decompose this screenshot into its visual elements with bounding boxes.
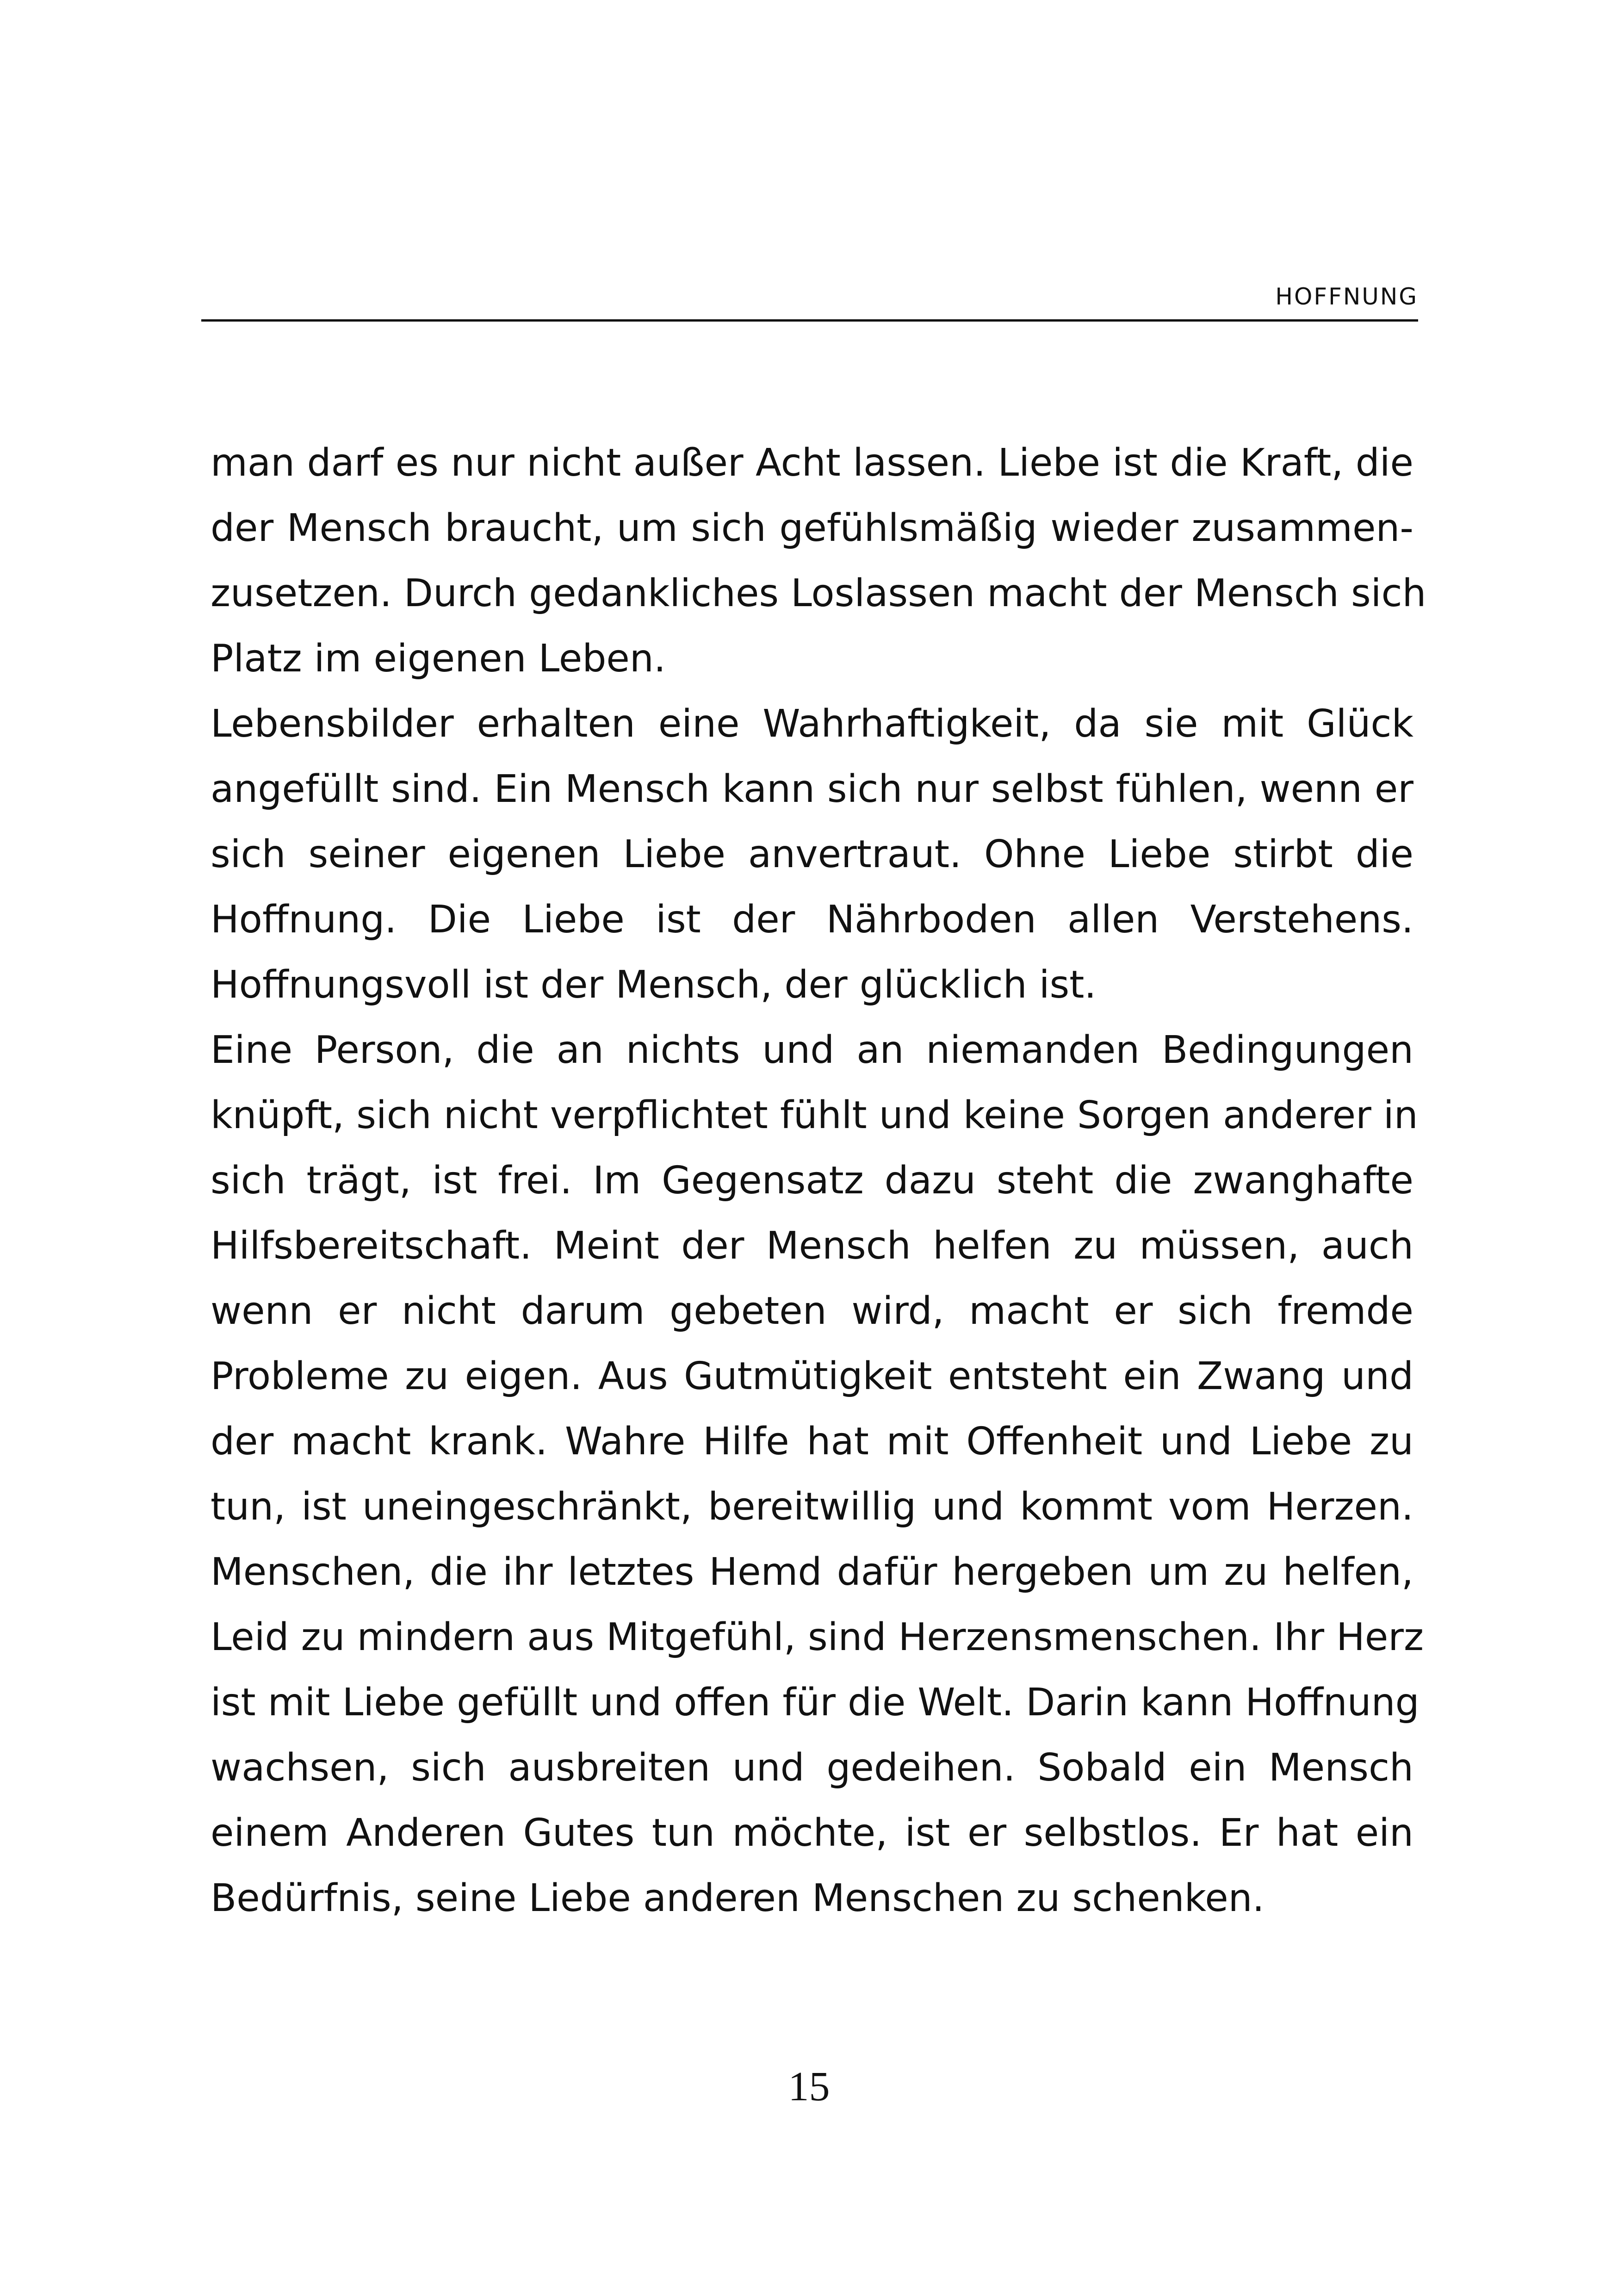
text-line: Eine Person, die an nichts und an niemanden Bedingungen [211,1028,1413,1072]
page-number: 15 [788,2064,830,2110]
body-text [211,430,1426,1931]
paragraph-2 [211,691,1413,1018]
text-line: wenn er nicht darum gebeten wird, macht er sich fremde [211,1289,1413,1333]
text-line: Leid zu mindern aus Mitgefühl, sind Herzensmenschen. Ihr Herz [211,1615,1424,1659]
text-line: der macht krank. Wahre Hilfe hat mit Offenheit und Liebe zu [211,1420,1413,1464]
text-line: wachsen, sich ausbreiten und gedeihen. Sobald ein Mensch [211,1746,1413,1790]
running-header-title: HOFFNUNG [1275,283,1418,310]
text-line: Platz im eigenen Leben. [211,637,666,681]
text-line: Hoffnung. Die Liebe ist der Nährboden allen Verstehens. [211,898,1413,942]
text-line: Bedürfnis, seine Liebe anderen Menschen zu schenken. [211,1876,1265,1920]
text-line: sich seiner eigenen Liebe anvertraut. Ohne Liebe stirbt die [211,832,1413,876]
text-line: der Mensch braucht, um sich gefühlsmäßig wieder zusammen- [211,506,1413,550]
text-line: zusetzen. Durch gedankliches Loslassen macht der Mensch sich [211,571,1426,615]
paragraph-3 [211,1018,1424,1931]
text-line: einem Anderen Gutes tun möchte, ist er selbstlos. Er hat ein [211,1811,1413,1855]
header-rule [201,319,1418,322]
text-line: Hoffnungsvoll ist der Mensch, der glücklich ist. [211,963,1097,1007]
text-line: Menschen, die ihr letztes Hemd dafür hergeben um zu helfen, [211,1550,1413,1594]
text-line: Lebensbilder erhalten eine Wahrhaftigkeit, da sie mit Glück [211,702,1413,746]
paragraph-1 [211,430,1426,691]
text-line: knüpft, sich nicht verpflichtet fühlt und keine Sorgen anderer in [211,1093,1418,1137]
text-line: Probleme zu eigen. Aus Gutmütigkeit entsteht ein Zwang und [211,1354,1413,1398]
text-line: Hilfsbereitschaft. Meint der Mensch helfen zu müssen, auch [211,1224,1413,1268]
text-line: tun, ist uneingeschränkt, bereitwillig und kommt vom Herzen. [211,1485,1413,1529]
text-line: ist mit Liebe gefüllt und offen für die Welt. Darin kann Hoffnung [211,1681,1420,1725]
text-line: man darf es nur nicht außer Acht lassen. Liebe ist die Kraft, die [211,441,1413,485]
text-line: angefüllt sind. Ein Mensch kann sich nur selbst fühlen, wenn er [211,767,1413,811]
text-line: sich trägt, ist frei. Im Gegensatz dazu steht die zwanghafte [211,1159,1413,1203]
